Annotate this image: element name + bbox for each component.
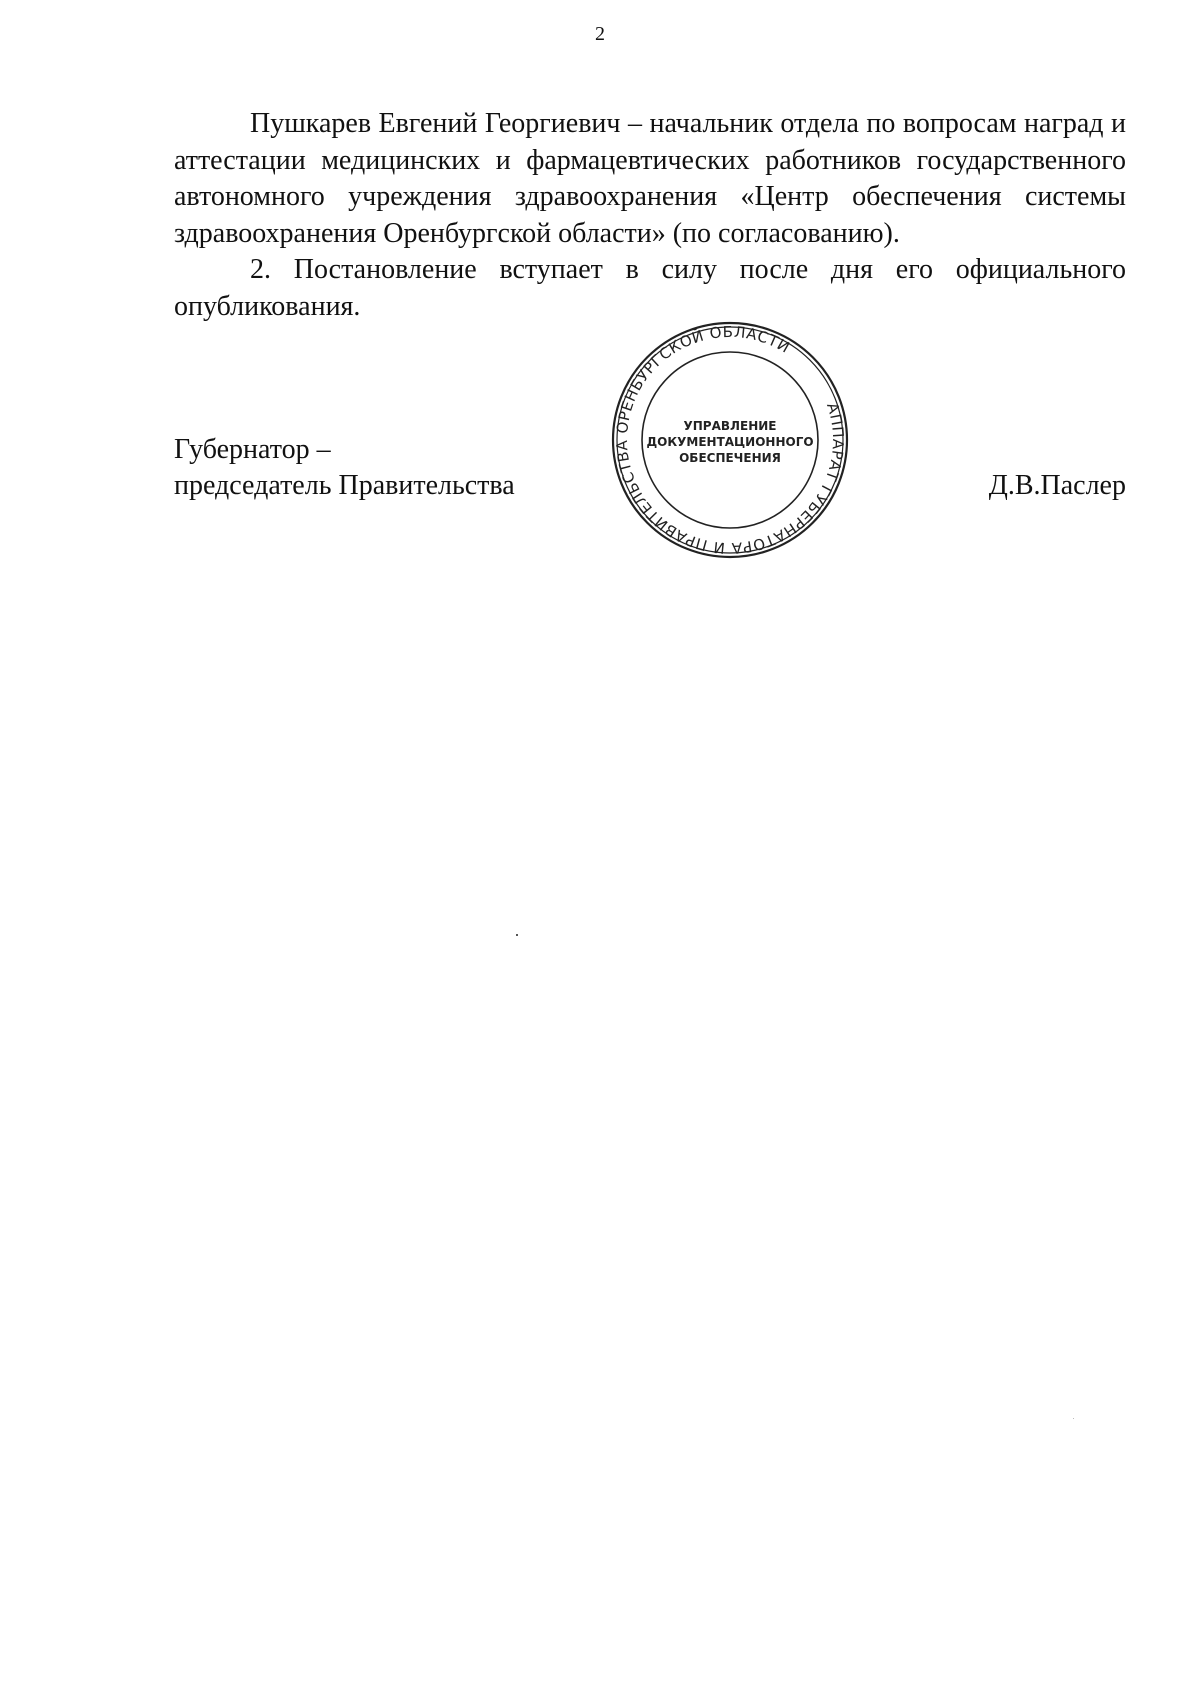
signatory-position — [174, 432, 515, 504]
stamp-center-line3: ОБЕСПЕЧЕНИЯ — [679, 451, 781, 465]
scan-speck — [516, 934, 518, 936]
stamp-center-line1: УПРАВЛЕНИЕ — [683, 419, 777, 433]
paragraph-effective-date: 2. Постановление вступает в силу после дня его официального опубликования. — [174, 254, 1126, 322]
stamp-center-line2: ДОКУМЕНТАЦИОННОГО — [646, 435, 814, 449]
stamp-ring-text: АППАРАТ ГУБЕРНАТОРА И ПРАВИТЕЛЬСТВА ОРЕНБУРГСКОЙ ОБЛАСТИ — [612, 322, 848, 558]
document-body — [174, 106, 1126, 325]
page-number: 2 — [595, 23, 605, 45]
signatory-position-line2: председатель Правительства — [174, 470, 515, 501]
official-stamp — [611, 321, 849, 559]
paragraph-appointee: Пушкарев Евгений Георгиевич – начальник отдела по вопросам наград и аттестации медицинских и фармацевтических работников государственного автономного учреждения здравоохранения «Центр обеспечения системы здравоохранения Оренбургской области» (по согласованию). — [174, 108, 1126, 249]
signatory-position-line1: Губернатор – — [174, 434, 331, 465]
signatory-name: Д.В.Паслер — [988, 470, 1126, 501]
scan-speck — [1073, 1418, 1074, 1419]
